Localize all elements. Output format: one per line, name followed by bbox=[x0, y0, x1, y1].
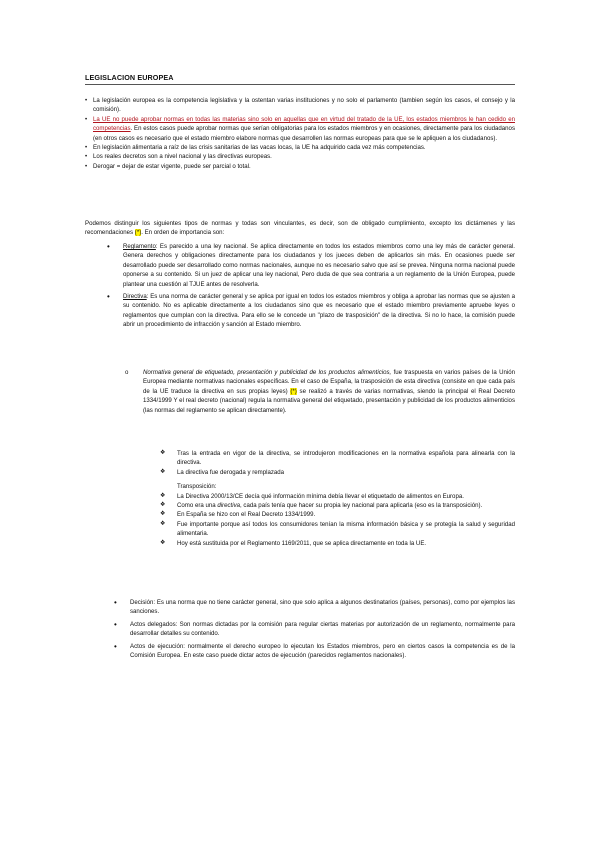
item-actos-ejecucion: • Actos de ejecución: normalmente el derecho europeo lo ejecutan los Estados miembros, pero en ciertos casos la competencia es de la Comisión Europea. En este caso puede dictar actos de ejecución (parecidos reglamentos nacionales). bbox=[112, 642, 515, 661]
item-reglamento: • Reglamento: Es parecido a una ley nacional. Se aplica directamente en todos los estados miembros como una ley más de carácter general. Genera derechos y obligaciones directamente para los ciudadanos y los jueces deben de aplicarlos sin más. En ocasiones puede ser desarrollado puede ser desarrollado como normas nacionales, aunque no es necesario salvo que así se prevea. Ninguna norma nacional puede oponerse a su contenido. Si un juez de aplicar una ley nacional, Pero duda de que sea contraria a un reglamento de la Unión Europea, puede plantear una cuestión al TJUE antes de resolverla. bbox=[105, 242, 515, 289]
bullet-reales-decretos: • Los reales decretos son a nivel nacional y las directivas europeas. bbox=[85, 152, 515, 161]
item-decision: • Decisión: Es una norma que no tiene carácter general, sino que solo aplica a algunos destinatarios (países, personas), como por ejemplos las sanciones. bbox=[112, 598, 515, 617]
diamond-item: ❖ La Directiva 2000/13/CE decía qué información mínima debía llevar el etiquetado de alimentos en Europa. bbox=[160, 492, 464, 500]
diamond-item: ❖ En España se hizo con el Real Decreto 1334/1999. bbox=[160, 511, 316, 519]
document-title: LEGISLACION EUROPEA bbox=[85, 73, 515, 85]
diamond-item: ❖ La directiva fue derogada y remplazada bbox=[160, 468, 285, 476]
item-directiva: • Directiva: Es una norma de carácter general y se aplica por igual en todos los estados miembros y obliga a aprobar las normas que se ajusten a su contenido. No es aplicable directamente a los ciudadanos sino que es necesario que el estado miembro previamente apruebe leyes o reglamentos que cumplan con la directiva. Para ello se le concede un "plazo de trasposición" de la directiva. Si no lo hace, la comisión puede abrir un procedimiento de infracción y sanción al Estado miembro. bbox=[105, 292, 515, 330]
diamond-item: ❖ Como era una directiva, cada país tenía que hacer su propia ley nacional para aplicarla (eso es la transposición). bbox=[160, 502, 483, 510]
diamond-bullet-icon: ❖ bbox=[160, 450, 166, 456]
diamond-bullet-icon: ❖ bbox=[160, 502, 166, 509]
highlight-mark: (*) bbox=[134, 229, 142, 237]
intro-bullet-list bbox=[85, 96, 515, 171]
directiva-details-list bbox=[160, 449, 515, 548]
diamond-bullet-icon: ❖ bbox=[160, 468, 166, 475]
bullet-legislacion-alimentaria: • En legislación alimentaria a raíz de las crisis sanitarias de las vacas locas, la UE ha adquirido cada vez más competencias. bbox=[85, 143, 515, 152]
circle-bullet-icon: o bbox=[125, 369, 129, 376]
bullet-materias: • La UE no puede aprobar normas en todas las materias sino solo en aquellas que en virtud del tratado de la UE, los estados miembros le han cedido en competencias. En estos casos puede aprobar normas que serían obligatorias para los estados miembros y en ocasiones, directamente para los ciudadanos (en otros casos es necesario que el estado miembro elabore normas que desarrollen las normas europeas para que se le apliquen a los ciudadanos). bbox=[85, 115, 515, 143]
diamond-bullet-icon: ❖ bbox=[160, 511, 166, 518]
types-list-top bbox=[105, 242, 515, 330]
transposicion-label: Transposición: bbox=[177, 483, 217, 491]
intro-paragraph: Podemos distinguir los siguientes tipos de normas y todas son vinculantes, es decir, son de obligado cumplimiento, excepto los dictámenes y las recomendaciones (*). En orden de importancia son: bbox=[85, 220, 515, 237]
item-actos-delegados: • Actos delegados: Son normas dictadas por la comisión para regular ciertas materias por autorización de un reglamento, normalmente para desarrollar detalles su contenido. bbox=[112, 620, 515, 639]
diamond-bullet-icon: ❖ bbox=[160, 539, 166, 546]
diamond-item: ❖ Hoy está sustituida por el Reglamento 1169/2011, que se aplica directamente en toda la UE. bbox=[160, 539, 427, 547]
bullet-competencia: • La legislación europea es la competencia legislativa y la ostentan varias instituciones y no solo el parlamento (tambien según los casos, el consejo y la comisión). bbox=[85, 96, 515, 115]
diamond-item: ❖ Fue importante porque así todos los consumidores tenían la misma información básica y se protegía la salud y seguridad alimentaria. bbox=[160, 520, 515, 538]
bullet-derogar: • Derogar = dejar de estar vigente, puede ser parcial o total. bbox=[85, 162, 515, 171]
subitem-normativa: o Normativa general de etiquetado, presentación y publicidad de los productos alimenticios, fue traspuesta en varios países de la Unión Europea mediante normativas nacionales específicas. En el caso de España, la trasposición de esta directiva (consiste en que cada país de la UE traduce la directiva en sus propias leyes) (*) se realizó a través de varias normativas, siendo la principal el Real Decreto 1334/1999 Y el real decreto (nacional) regula la normativa general del etiquetado, presentación y publicidad de los productos alimenticios (las normas del reglamento se aplican directamente). bbox=[125, 369, 516, 414]
diamond-bullet-icon: ❖ bbox=[160, 520, 166, 527]
red-underlined-text: La UE no puede aprobar normas en todas las materias sino solo en aquellas que en virtud del tratado de la UE, los estados miembros le han cedido en competencias bbox=[93, 115, 515, 133]
highlight-mark: (*) bbox=[290, 387, 297, 395]
types-list-bottom bbox=[112, 598, 515, 660]
diamond-item: ❖ Tras la entrada en vigor de la directiva, se introdujeron modificaciones en la normativa española para alinearla con la directiva. bbox=[160, 450, 515, 467]
diamond-bullet-icon: ❖ bbox=[160, 492, 166, 499]
